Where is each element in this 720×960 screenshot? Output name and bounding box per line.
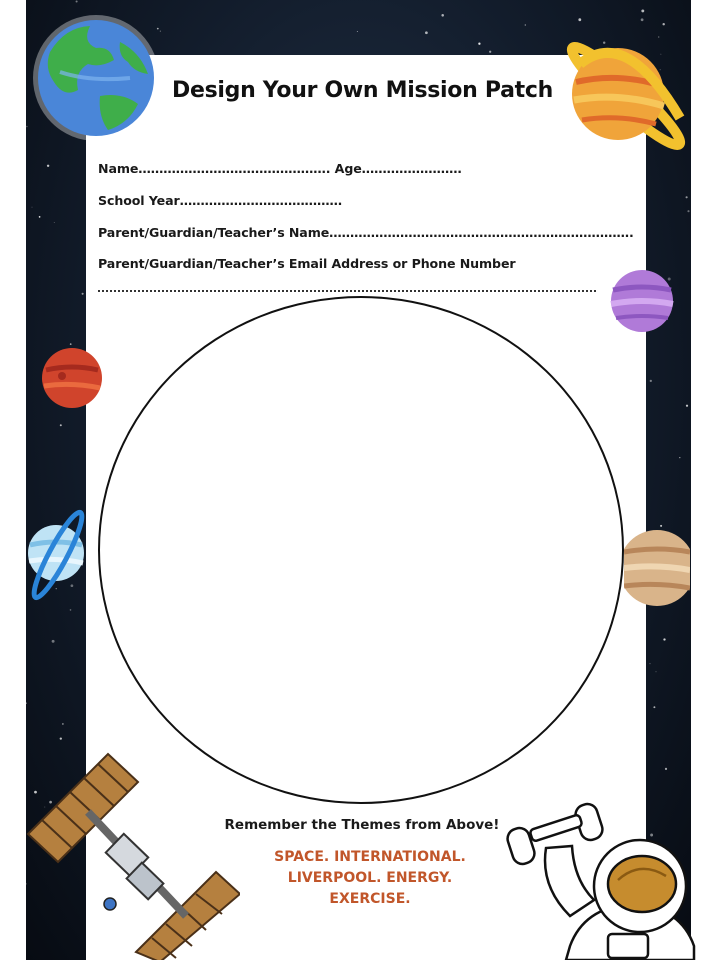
school-year-field: School Year………………………………… — [98, 193, 343, 208]
guardian-name-field: Parent/Guardian/Teacher’s Name………………………………………………………………. — [98, 225, 634, 240]
star — [525, 24, 526, 25]
reminder-text: Remember the Themes from Above! — [224, 817, 500, 833]
star — [26, 126, 28, 128]
star — [478, 43, 480, 45]
mars-planet-icon — [40, 346, 104, 410]
star — [641, 18, 644, 21]
star — [62, 723, 63, 724]
star — [655, 671, 656, 672]
star — [425, 31, 428, 34]
star — [650, 380, 652, 382]
star — [641, 9, 644, 12]
star — [32, 207, 33, 208]
contact-write-line — [98, 282, 596, 292]
star — [441, 14, 444, 17]
ringed-ice-planet-icon — [24, 505, 94, 601]
star — [687, 210, 689, 212]
purple-planet-icon — [608, 268, 676, 334]
astronaut-with-dumbbell-icon — [500, 796, 696, 960]
star — [52, 640, 55, 643]
mission-patch-drawing-circle — [98, 296, 624, 804]
star — [82, 293, 84, 295]
themes-list — [230, 847, 510, 910]
star — [357, 31, 358, 32]
saturn-planet-icon — [560, 28, 692, 164]
theme-line: LIVERPOOL. ENERGY. — [287, 870, 453, 886]
star — [76, 0, 78, 2]
star — [60, 737, 62, 739]
theme-line: EXERCISE. — [329, 891, 411, 907]
star — [653, 706, 655, 708]
guardian-contact-field: Parent/Guardian/Teacher’s Email Address or Phone Number — [98, 256, 516, 271]
star — [70, 343, 72, 345]
star — [686, 196, 688, 198]
name-age-field: Name………………………………………. Age…………………… — [98, 161, 462, 176]
star — [489, 51, 491, 53]
page-title: Design Your Own Mission Patch — [172, 78, 553, 103]
star — [665, 768, 667, 770]
jupiter-planet-icon — [624, 524, 690, 612]
theme-line: SPACE. INTERNATIONAL. — [274, 849, 466, 865]
star — [47, 165, 49, 167]
star — [686, 405, 688, 407]
space-station-icon — [26, 752, 240, 960]
star — [578, 18, 581, 21]
star — [679, 457, 680, 458]
star — [663, 638, 665, 640]
star — [39, 216, 41, 218]
star — [26, 702, 27, 704]
earth-planet-icon — [30, 12, 162, 144]
star — [54, 222, 55, 223]
star — [662, 23, 664, 25]
star — [650, 663, 651, 664]
star — [70, 609, 72, 611]
star — [60, 424, 62, 426]
